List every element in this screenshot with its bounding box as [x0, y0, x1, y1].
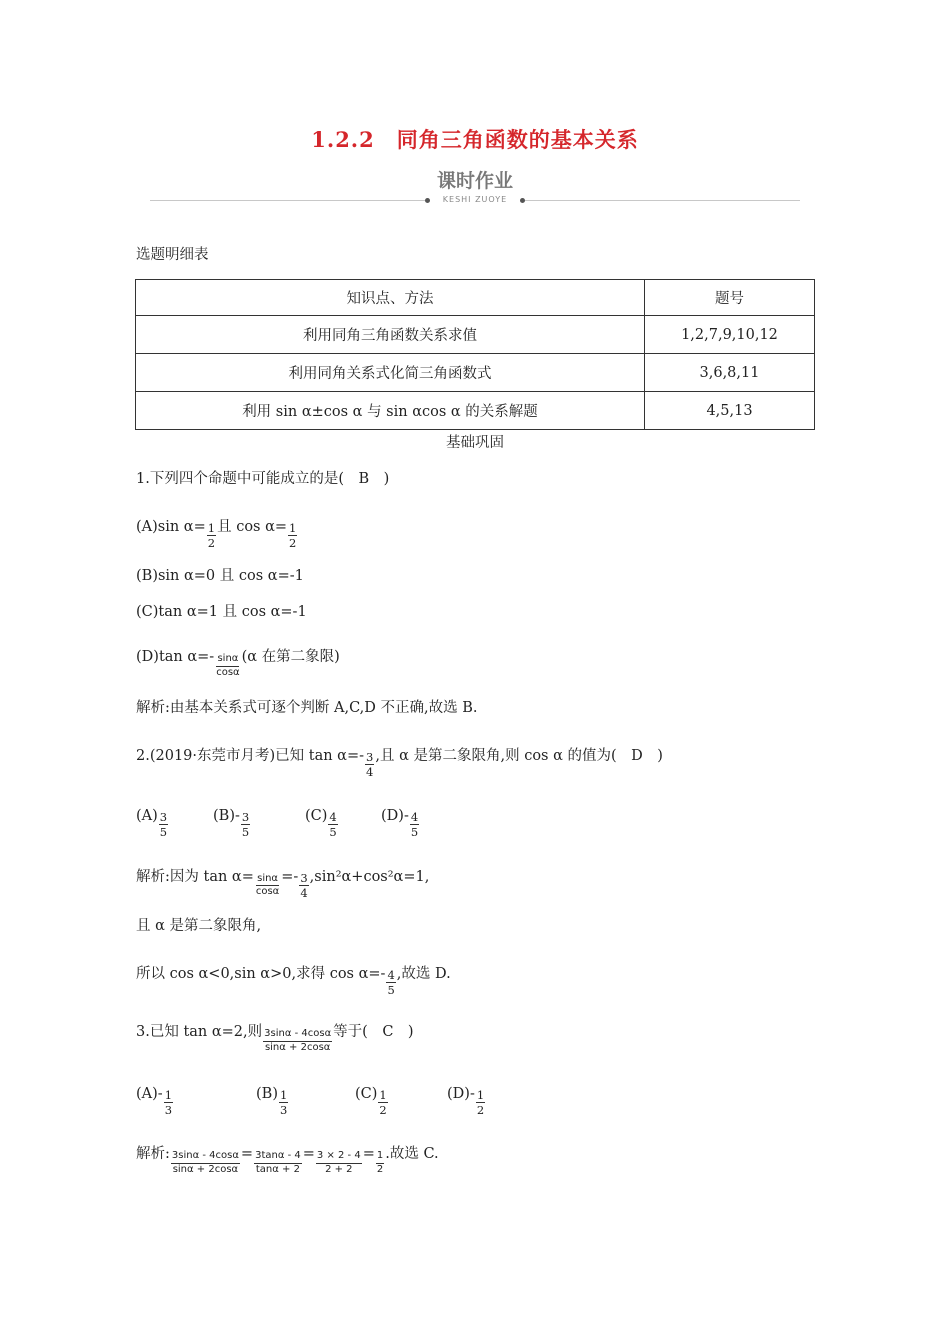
table-header-numbers: 题号 — [645, 280, 815, 316]
table-header-topic: 知识点、方法 — [136, 280, 645, 316]
question-2-analysis-1: 解析:因为 tan α= $\frac{\sin\alpha}{\cos\alpha}$ =- $\frac{3}{4}$ ,sin²α+cos²α=1, — [136, 868, 430, 901]
fraction: $\frac{1}{2}$ — [289, 521, 297, 551]
option-a-text: (A)sin α= — [136, 518, 206, 535]
fraction: $\frac{1}{2}$ — [207, 521, 216, 551]
fraction: $\frac{3\tan\alpha - 4}{\tan\alpha + 2}$ — [255, 1150, 301, 1175]
question-3-option-b: (B) $\frac{1}{3}$ — [256, 1085, 288, 1118]
divider-right — [525, 200, 800, 201]
question-1-option-d — [136, 644, 340, 678]
question-2-stem — [136, 741, 663, 780]
question-1-analysis: 解析:由基本关系式可逐个判断 A,C,D 不正确,故选 B. — [136, 700, 478, 716]
table-row — [136, 354, 815, 392]
table-cell-numbers: 4,5,13 — [645, 392, 815, 430]
question-3-analysis: 解析: $\frac{3\sin\alpha - 4\cos\alpha}{\sin\alpha + 2\cos\alpha}$ = $\frac{3\tan\alpha - 4}{\tan\alpha + 2}$ = $\frac{3 \times 2 - 4}{2 + 2}$ = $\frac{1}{2}$ .故选 C. — [136, 1146, 439, 1175]
question-1-option-a — [136, 512, 298, 551]
question-3-option-a: (A)- $\frac{1}{3}$ — [136, 1085, 173, 1118]
fraction: $\frac{3}{4}$ — [300, 871, 308, 901]
question-2-analysis-3: 所以 cos α<0,sin α>0,求得 cos α=- $\frac{4}{5}$ ,故选 D. — [136, 965, 451, 998]
fraction: $\frac{3}{5}$ — [159, 810, 168, 840]
divider-label: KESHI ZUOYE — [442, 195, 508, 204]
fraction: $\frac{\sin\alpha}{\cos\alpha}$ — [216, 653, 240, 678]
question-1-option-c: (C)tan α=1 且 cos α=-1 — [136, 604, 307, 620]
fraction: $\frac{1}{2}$ — [376, 1150, 384, 1175]
table-caption: 选题明细表 — [136, 247, 209, 263]
fraction: $\frac{3}{5}$ — [241, 810, 250, 840]
question-2-option-d: (D)- $\frac{4}{5}$ — [381, 807, 419, 840]
stem-text: 2.(2019·东莞市月考)已知 tan α=- — [136, 747, 365, 764]
fraction: $\frac{3\sin\alpha - 4\cos\alpha}{\sin\alpha + 2\cos\alpha}$ — [171, 1150, 239, 1175]
table-cell-topic: 利用同角三角函数关系求值 — [136, 316, 645, 354]
table-row — [136, 392, 815, 430]
question-2-analysis-2: 且 α 是第二象限角, — [136, 918, 262, 934]
question-3-stem: 3.已知 tan α=2,则 $\frac{3\sin\alpha - 4\cos\alpha}{\sin\alpha + 2\cos\alpha}$ 等于( C ) — [136, 1024, 414, 1053]
section-heading: 基础巩固 — [446, 435, 504, 451]
table-cell-topic: 利用同角关系式化简三角函数式 — [136, 354, 645, 392]
fraction: $\frac{4}{5}$ — [387, 968, 395, 998]
fraction: $\frac{\sin\alpha}{\cos\alpha}$ — [255, 872, 280, 898]
question-1-option-b: (B)sin α=0 且 cos α=-1 — [136, 568, 304, 584]
fraction: $\frac{3 \times 2 - 4}{2 + 2}$ — [316, 1150, 361, 1175]
table-cell-numbers: 1,2,7,9,10,12 — [645, 316, 815, 354]
question-1-stem: 1.下列四个命题中可能成立的是( B ) — [136, 471, 390, 487]
question-3-option-c: (C) $\frac{1}{2}$ — [355, 1085, 387, 1118]
question-3-option-d: (D)- $\frac{1}{2}$ — [447, 1085, 485, 1118]
table-row — [136, 316, 815, 354]
option-a-text-2: 且 cos α= — [217, 518, 288, 535]
fraction: $\frac{4}{5}$ — [329, 810, 337, 840]
question-2-option-c: (C) $\frac{4}{5}$ — [305, 807, 337, 840]
table-cell-numbers: 3,6,8,11 — [645, 354, 815, 392]
table-header-row — [136, 280, 815, 316]
option-d-text-2: (α 在第二象限) — [241, 649, 340, 665]
topic-table — [135, 279, 815, 430]
table-cell-topic: 利用 sin α±cos α 与 sin αcos α 的关系解题 — [136, 392, 645, 430]
page-subtitle: 课时作业 — [436, 170, 513, 192]
option-d-text: (D)tan α=- — [136, 649, 215, 665]
fraction: $\frac{4}{5}$ — [410, 810, 419, 840]
fraction: $\frac{1}{2}$ — [379, 1088, 387, 1118]
question-2-option-b: (B)- $\frac{3}{5}$ — [213, 807, 250, 840]
fraction: $\frac{1}{3}$ — [279, 1088, 288, 1118]
fraction: $\frac{3}{4}$ — [366, 750, 374, 780]
fraction: $\frac{3\sin\alpha - 4\cos\alpha}{\sin\alpha + 2\cos\alpha}$ — [264, 1028, 332, 1053]
page-title: 1.2.2 同角三角函数的基本关系 — [311, 127, 639, 152]
stem-text-2: ,且 α 是第二象限角,则 cos α 的值为( D ) — [375, 747, 663, 764]
fraction: $\frac{1}{2}$ — [476, 1088, 485, 1118]
question-2-option-a: (A) $\frac{3}{5}$ — [136, 807, 168, 840]
fraction: $\frac{1}{3}$ — [164, 1088, 173, 1118]
